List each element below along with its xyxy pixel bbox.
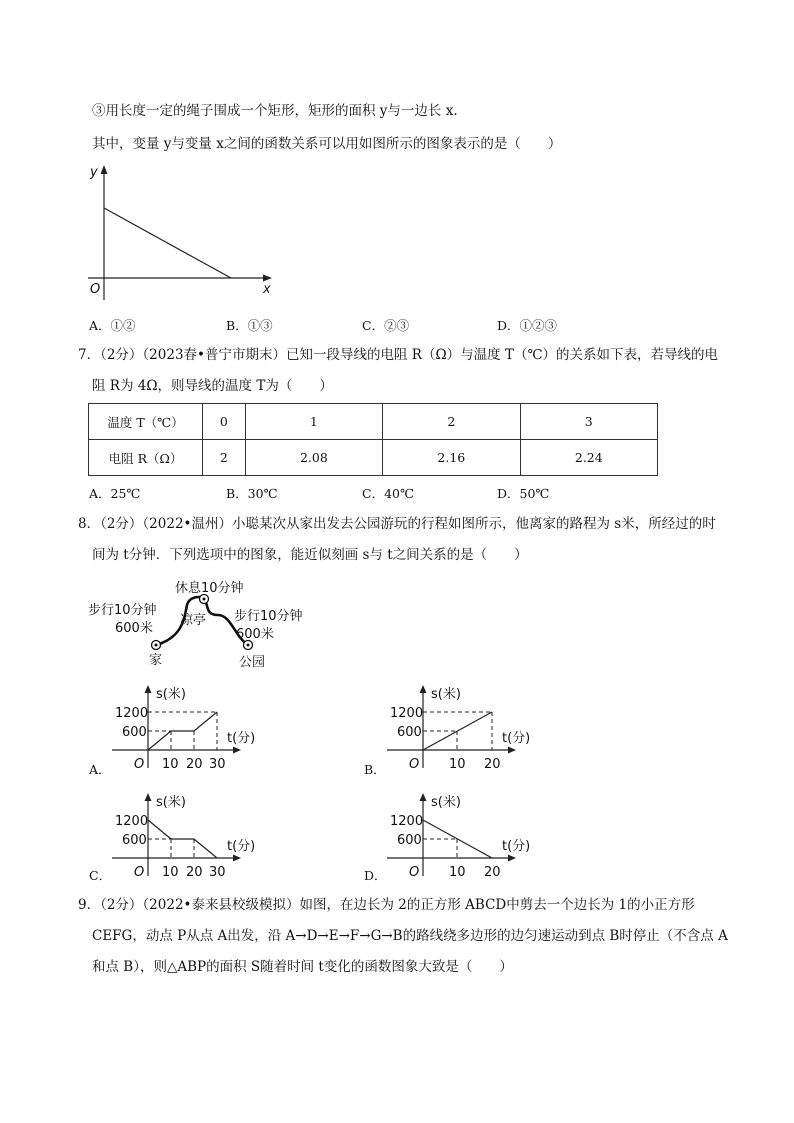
q6-option-d[interactable]: D．①②③	[497, 318, 558, 333]
table-row	[89, 404, 658, 440]
question-9-line2: CEFG，动点 P从点 A出发，沿 A→D→E→F→G→B的路线绕多边形的边匀速运动到点 B时停止（不含点 A	[92, 928, 728, 944]
table-cell: 温度 T（℃）	[89, 404, 203, 440]
q7-option-b[interactable]: B．30℃	[226, 486, 278, 501]
origin-label: O	[409, 757, 420, 772]
q8-graph-c[interactable]	[110, 788, 260, 883]
route-walk1-time: 步行10分钟	[88, 603, 157, 618]
table-cell: 2.08	[245, 440, 382, 476]
q6-y-label: y	[90, 165, 98, 180]
q8-option-b[interactable]: B．	[364, 762, 386, 777]
question-9-line3: 和点 B），则△ABP的面积 S随着时间 t变化的函数图象大致是（ ）	[92, 959, 513, 975]
q8-option-c[interactable]: C．	[89, 868, 112, 883]
route-walk2-dist: 600米	[236, 627, 274, 642]
statement-item-3: ③用长度一定的绳子围成一个矩形，矩形的面积 y与一边长 x.	[92, 103, 458, 119]
tick-10: 10	[449, 865, 466, 880]
q6-option-c[interactable]: C．②③	[362, 318, 410, 333]
tick-20: 20	[484, 757, 501, 772]
tick-30: 30	[209, 865, 226, 880]
q7-option-a[interactable]: A．25℃	[89, 486, 141, 501]
tick-600: 600	[122, 725, 147, 740]
tick-1200: 1200	[390, 814, 424, 829]
table-cell: 2	[383, 404, 520, 440]
tick-1200: 1200	[390, 706, 424, 721]
q8-route-diagram	[85, 575, 303, 670]
tick-10: 10	[449, 757, 466, 772]
t-axis-label: t(分)	[227, 731, 256, 746]
question-9-line1: 9．（2分）（2022•泰来县校级模拟）如图，在边长为 2的正方形 ABCD中剪去一个边长为 1的小正方形	[78, 897, 695, 913]
origin-label: O	[134, 865, 145, 880]
q6-option-a[interactable]: A．①②	[89, 318, 136, 333]
q8-graph-a[interactable]	[110, 680, 260, 775]
t-axis-label: t(分)	[502, 839, 531, 854]
route-walk2-time: 步行10分钟	[234, 609, 303, 624]
route-rest-label: 休息10分钟	[175, 581, 244, 596]
q8-option-d[interactable]: D．	[364, 868, 387, 883]
table-cell: 0	[203, 404, 246, 440]
q6-option-b[interactable]: B．①③	[226, 318, 273, 333]
t-axis-label: t(分)	[502, 731, 531, 746]
table-cell: 2	[203, 440, 246, 476]
route-walk1-dist: 600米	[115, 621, 153, 636]
q7-option-d[interactable]: D．50℃	[497, 486, 550, 501]
table-cell: 电阻 R（Ω）	[89, 440, 203, 476]
tick-600: 600	[397, 833, 422, 848]
tick-20: 20	[484, 865, 501, 880]
question-6-stem: 其中，变量 y与变量 x之间的函数关系可以用如图所示的图象表示的是（ ）	[92, 136, 562, 152]
s-axis-label: s(米)	[431, 795, 461, 810]
tick-600: 600	[122, 833, 147, 848]
tick-600: 600	[397, 725, 422, 740]
t-axis-label: t(分)	[227, 839, 256, 854]
table-cell: 3	[520, 404, 657, 440]
route-home: 家	[149, 653, 163, 668]
s-axis-label: s(米)	[156, 687, 186, 702]
route-park: 公园	[239, 655, 266, 670]
tick-1200: 1200	[115, 814, 149, 829]
origin-label: O	[409, 865, 420, 880]
tick-30: 30	[209, 757, 226, 772]
q8-graph-d[interactable]	[385, 788, 535, 883]
q6-origin: O	[90, 282, 101, 297]
question-7-line1: 7．（2分）（2023春•普宁市期末）已知一段导线的电阻 R（Ω）与温度 T（℃）的关系如下表，若导线的电	[78, 347, 719, 363]
route-pavilion: 凉亭	[180, 613, 207, 628]
tick-10: 10	[162, 865, 179, 880]
tick-20: 20	[186, 865, 203, 880]
tick-10: 10	[162, 757, 179, 772]
tick-20: 20	[186, 757, 203, 772]
origin-label: O	[134, 757, 145, 772]
table-row	[89, 440, 658, 476]
q6-x-label: x	[263, 282, 271, 297]
tick-1200: 1200	[115, 706, 149, 721]
question-8-line2: 间为 t分钟．下列选项中的图象，能近似刻画 s与 t之间关系的是（ ）	[92, 547, 528, 563]
s-axis-label: s(米)	[156, 795, 186, 810]
q6-graph	[80, 162, 280, 302]
table-cell: 2.16	[383, 440, 520, 476]
question-7-line2: 阻 R为 4Ω，则导线的温度 T为（ ）	[92, 378, 333, 394]
q8-option-a[interactable]: A．	[89, 762, 111, 777]
question-8-line1: 8．（2分）（2022•温州）小聪某次从家出发去公园游玩的行程如图所示，他离家的路程为 s米，所经过的时	[78, 516, 716, 532]
table-cell: 2.24	[520, 440, 657, 476]
q7-option-c[interactable]: C．40℃	[362, 486, 414, 501]
s-axis-label: s(米)	[431, 687, 461, 702]
q8-graph-b[interactable]	[385, 680, 535, 775]
q7-table	[88, 403, 658, 476]
table-cell: 1	[245, 404, 382, 440]
